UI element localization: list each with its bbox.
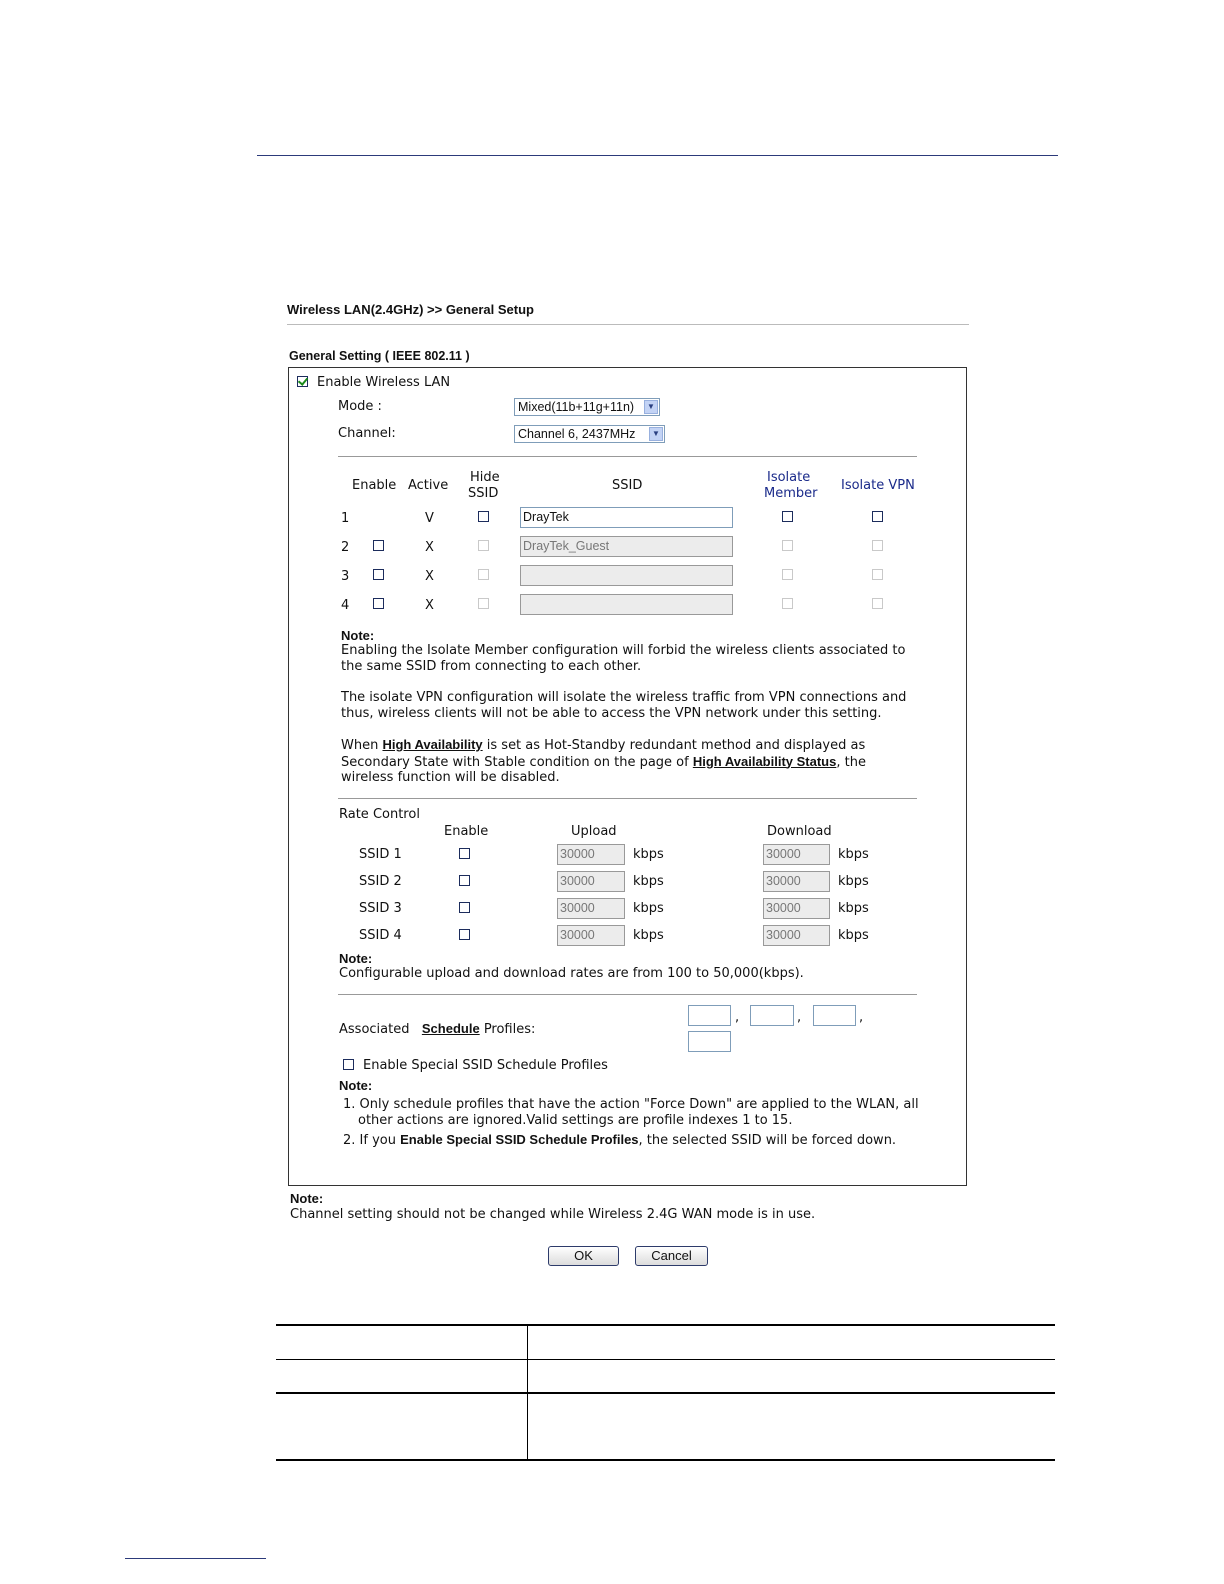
schedule-note-label: Note: [339,1078,373,1093]
schedule-associated: Associated [339,1022,410,1037]
schedule-profile-1-input[interactable] [688,1005,731,1026]
channel-select[interactable] [514,425,665,443]
rate-ssid-label: SSID 1 [359,847,402,862]
note-line: Enabling the Isolate Member configuration will forbid the wireless clients associated to [341,643,906,658]
note-text: 2. If you [343,1133,401,1148]
rate-control-label: Rate Control [339,807,420,822]
chevron-down-icon: ▼ [644,400,658,414]
ssid-2-enable-checkbox[interactable] [373,540,384,551]
ssid-row-number: 4 [341,598,350,613]
comma: , [797,1010,802,1025]
note-label: Note: [341,628,375,643]
rate-header-enable: Enable [444,824,489,839]
note-line: The isolate VPN configuration will isolate the wireless traffic from VPN connections and [341,690,907,705]
comma: , [859,1010,864,1025]
note-line: thus, wireless clients will not be able to access the VPN network under this setting. [341,705,882,721]
channel-label: Channel: [338,426,396,441]
rate-ssid-2-upload-input[interactable]: 30000 [557,871,625,892]
header-isolate-member-2: Member [764,486,818,501]
unit-label: kbps [838,901,869,916]
divider [338,994,917,995]
rate-note-label: Note: [339,951,373,966]
ssid-row-number: 3 [341,569,350,584]
unit-label: kbps [633,928,664,943]
enable-special-ssid-schedule-label: Enable Special SSID Schedule Profiles [363,1058,608,1073]
note-line: the same SSID from connecting to each other. [341,658,642,674]
ssid-row-number: 1 [341,511,350,526]
note-line: other actions are ignored.Valid settings are profile indexes 1 to 15. [358,1112,793,1128]
ssid-1-hide-checkbox[interactable] [478,511,489,522]
rate-header-download: Download [767,824,832,839]
unit-label: kbps [838,928,869,943]
note-text: , the [836,754,866,770]
schedule-profiles: Profiles: [483,1022,536,1037]
schedule-profile-3-input[interactable] [813,1005,856,1026]
schedule-note-2 [343,1132,896,1148]
ssid-2-isolate-vpn-checkbox[interactable] [872,540,883,551]
unit-label: kbps [633,874,664,889]
ssid-3-hide-checkbox[interactable] [478,569,489,580]
ssid-4-hide-checkbox[interactable] [478,598,489,609]
mode-select-value: Mixed(11b+11g+11n) [518,400,635,414]
mode-select[interactable] [514,398,660,416]
channel-select-value: Channel 6, 2437MHz [518,427,636,441]
rate-ssid-label: SSID 4 [359,928,402,943]
comma: , [735,1010,740,1025]
chevron-down-icon: ▼ [649,427,663,441]
title-divider [287,324,969,325]
high-availability-link[interactable]: High Availability [382,737,483,752]
schedule-link[interactable]: Schedule [421,1021,480,1036]
schedule-profile-4-input[interactable] [688,1031,731,1052]
note-text: is set as Hot-Standby redundant method and displayed as [482,738,866,753]
unit-label: kbps [838,874,869,889]
note-isolate-member [341,643,905,674]
ssid-3-input[interactable] [520,565,733,586]
schedule-label [339,1021,535,1037]
section-title: General Setting ( IEEE 802.11 ) [289,349,470,363]
note-text: , the selected SSID will be forced down. [638,1133,897,1148]
rate-ssid-label: SSID 2 [359,874,402,889]
rate-ssid-4-download-input[interactable]: 30000 [763,925,830,946]
ssid-4-enable-checkbox[interactable] [373,598,384,609]
table-rule [276,1459,1055,1461]
ssid-2-hide-checkbox[interactable] [478,540,489,551]
high-availability-status-link[interactable]: High Availability Status [692,753,837,769]
rate-header-upload: Upload [571,824,617,839]
ssid-2-input[interactable]: DrayTek_Guest [520,536,733,557]
rate-ssid-3-enable-checkbox[interactable] [459,902,470,913]
ssid-2-isolate-member-checkbox[interactable] [782,540,793,551]
rate-ssid-2-enable-checkbox[interactable] [459,875,470,886]
header-ssid: SSID [612,478,643,493]
table-rule [276,1392,1055,1394]
ssid-row-active: X [425,569,434,584]
note-line: wireless function will be disabled. [341,770,560,785]
ssid-row-active: V [425,511,434,526]
note-high-availability [341,737,866,786]
cancel-button[interactable]: Cancel [635,1246,708,1266]
ssid-row-active: X [425,598,434,613]
rate-ssid-1-upload-input[interactable]: 30000 [557,844,625,865]
footer-note-label: Note: [290,1191,324,1206]
rate-ssid-1-download-input[interactable]: 30000 [763,844,830,865]
header-enable: Enable [352,478,397,493]
ssid-row-number: 2 [341,540,350,555]
table-rule [276,1324,1055,1326]
rate-ssid-4-upload-input[interactable]: 30000 [557,925,625,946]
rate-ssid-1-enable-checkbox[interactable] [459,848,470,859]
rate-note-text: Configurable upload and download rates are from 100 to 50,000(kbps). [339,966,804,981]
mode-label: Mode : [338,399,382,414]
ok-button[interactable]: OK [548,1246,619,1266]
unit-label: kbps [838,847,869,862]
footnote-rule [125,1558,266,1559]
header-hide-ssid-1: Hide [470,470,500,485]
note-text: Secondary State with Stable condition on the page of [341,754,693,770]
ssid-3-enable-checkbox[interactable] [373,569,384,580]
rate-ssid-3-download-input[interactable]: 30000 [763,898,830,919]
header-isolate-vpn: Isolate VPN [841,478,915,493]
divider [338,456,917,457]
note-bold: Enable Special SSID Schedule Profiles [400,1132,639,1147]
header-hide-ssid-2: SSID [468,486,499,501]
header-active: Active [408,478,449,493]
ssid-row-active: X [425,540,434,555]
note-text: When [341,738,383,753]
ssid-3-isolate-member-checkbox[interactable] [782,569,793,580]
ssid-1-input[interactable]: DrayTek [520,507,733,528]
enable-wlan-label: Enable Wireless LAN [317,375,451,390]
page-title: Wireless LAN(2.4GHz) >> General Setup [287,302,534,317]
rate-ssid-2-download-input[interactable]: 30000 [763,871,830,892]
divider [338,798,917,799]
table-column-divider [527,1325,528,1460]
schedule-profile-2-input[interactable] [750,1005,794,1026]
note-isolate-vpn [341,690,906,721]
ssid-3-isolate-vpn-checkbox[interactable] [872,569,883,580]
enable-wlan-checkbox[interactable] [297,376,308,387]
rate-ssid-4-enable-checkbox[interactable] [459,929,470,940]
unit-label: kbps [633,847,664,862]
schedule-note-1 [343,1097,919,1128]
ssid-4-isolate-vpn-checkbox[interactable] [872,598,883,609]
ssid-4-isolate-member-checkbox[interactable] [782,598,793,609]
ssid-1-isolate-member-checkbox[interactable] [782,511,793,522]
note-line: 1. Only schedule profiles that have the action "Force Down" are applied to the WLAN, all [343,1097,919,1112]
page-top-rule [257,155,1058,156]
table-rule [276,1359,1055,1360]
ssid-1-isolate-vpn-checkbox[interactable] [872,511,883,522]
enable-special-ssid-schedule-checkbox[interactable] [343,1059,354,1070]
header-isolate-member-1: Isolate [767,470,811,485]
rate-ssid-3-upload-input[interactable]: 30000 [557,898,625,919]
rate-ssid-label: SSID 3 [359,901,402,916]
ssid-4-input[interactable] [520,594,733,615]
unit-label: kbps [633,901,664,916]
footer-note-text: Channel setting should not be changed while Wireless 2.4G WAN mode is in use. [290,1207,816,1222]
